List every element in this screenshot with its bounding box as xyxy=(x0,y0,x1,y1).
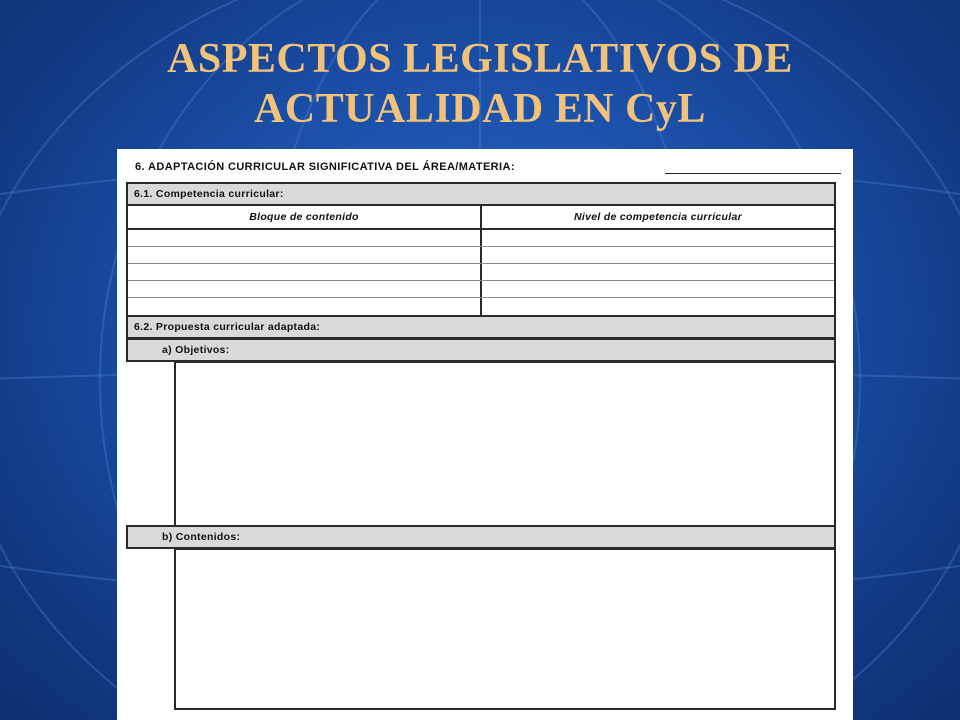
column-header-bloque-label: Bloque de contenido xyxy=(249,211,359,223)
table-column-divider xyxy=(480,206,482,315)
contenidos-header xyxy=(126,525,836,549)
form-heading-underline xyxy=(665,173,841,174)
column-header-bloque xyxy=(128,206,480,230)
table-row-line xyxy=(128,246,834,247)
column-header-nivel-label: Nivel de competencia curricular xyxy=(573,211,743,223)
objetivos-text-area[interactable] xyxy=(174,361,836,527)
slide-title-line-2: ACTUALIDAD EN CyL xyxy=(254,86,706,132)
slide-title-line-1: ASPECTOS LEGISLATIVOS DE xyxy=(167,36,793,82)
column-header-nivel xyxy=(482,206,834,230)
table-row-line xyxy=(128,280,834,281)
section-6-2-label: 6.2. Propuesta curricular adaptada: xyxy=(134,321,321,333)
section-6-1-label: 6.1. Competencia curricular: xyxy=(134,188,284,200)
table-row-line xyxy=(128,263,834,264)
table-row-line xyxy=(128,297,834,298)
contenidos-label: b) Contenidos: xyxy=(162,531,241,543)
objetivos-header xyxy=(126,338,836,362)
objetivos-label: a) Objetivos: xyxy=(162,344,230,356)
contenidos-text-area[interactable] xyxy=(174,548,836,710)
section-6-2-header xyxy=(126,315,836,339)
section-6-1-header xyxy=(126,182,836,206)
slide-title xyxy=(0,34,960,134)
form-heading: 6. ADAPTACIÓN CURRICULAR SIGNIFICATIVA DEL ÁREA/MATERIA: xyxy=(135,161,515,173)
competencia-table xyxy=(126,204,836,317)
form-document xyxy=(117,149,853,720)
